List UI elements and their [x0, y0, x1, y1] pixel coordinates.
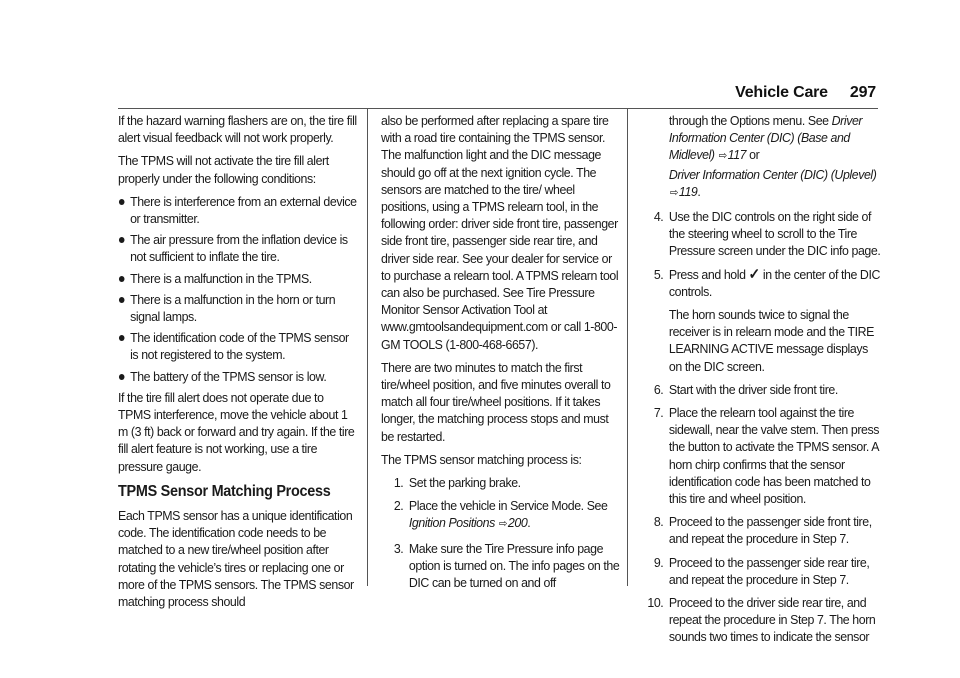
- step-text: Proceed to the passenger side front tire, and repeat the procedure in Step 7.: [668, 514, 872, 547]
- bullet-item: The identification code of the TPMS sensor is not registered to the system.: [118, 329, 358, 363]
- paragraph-interference: If the tire fill alert does not operate due to TPMS interference, move the vehicle about 1 m (3 ft) back or forward and try again. If the tire fill alert feature is not working, use a tire pressure gauge.: [118, 389, 355, 474]
- step-number: 7.: [653, 405, 664, 421]
- step-6: [641, 381, 881, 398]
- step-number: 1.: [393, 475, 404, 491]
- step-3: [381, 540, 621, 592]
- step-number: 4.: [653, 209, 664, 225]
- paragraph-time-limit: There are two minutes to match the first tire/wheel position, and five minutes overall to match all four tire/wheel positions. If it takes longer, the matching process stops and must be restarted.: [381, 359, 611, 444]
- step-5: [641, 266, 881, 300]
- paragraph-hazard: If the hazard warning flashers are on, the tire fill alert visual feedback will not work properly.: [118, 113, 357, 146]
- step-text: Start with the driver side front tire.: [668, 381, 838, 397]
- step-4: [641, 208, 881, 260]
- column-3: [641, 112, 881, 652]
- step-text: in the center of the DIC controls.: [668, 266, 880, 299]
- column-2: [381, 112, 621, 597]
- section-heading: TPMS Sensor Matching Process: [118, 482, 331, 500]
- step-text: Make sure the Tire Pressure info page option is turned on. The info pages on the DIC can be turned on and off: [408, 540, 620, 591]
- column-divider-2: [627, 108, 628, 586]
- step-number: 8.: [653, 514, 664, 530]
- step-text: Set the parking brake.: [408, 475, 521, 491]
- step-text: Press and hold: [668, 266, 746, 282]
- page-ref-arrow-icon: ⇨: [718, 150, 727, 163]
- step-text: Place the vehicle in Service Mode. See: [408, 498, 608, 514]
- step-number: 10.: [647, 595, 664, 611]
- step-text: Place the relearn tool against the tire sidewall, near the valve stem. Then press the button to activate the TPMS sensor. A horn chirp confirms that the sensor identification code has been matched to this tire and wheel position.: [668, 405, 880, 507]
- step-2: 2. Place the vehicle in Service Mode. See Ignition Positions ⇨200.: [381, 497, 621, 533]
- paragraph-sensor-id: Each TPMS sensor has a unique identification code. The identification code needs to be matched to a new tire/wheel position after rotating the vehicle’s tires or replacing one or more of the TPMS sensors. The TPMS sensor matching process should: [118, 508, 354, 610]
- column-1: [118, 112, 358, 616]
- page-reference[interactable]: 117: [727, 147, 747, 163]
- checkmark-icon: ✓: [748, 265, 760, 283]
- step-number: 5.: [653, 266, 664, 282]
- step-number: 9.: [653, 554, 664, 570]
- section-title: Vehicle Care: [735, 84, 828, 101]
- step-1: [381, 474, 621, 491]
- step-5-note: The horn sounds twice to signal the receiver is in relearn mode and the TIRE LEARNING ACTIVE message displays on the DIC screen.: [668, 307, 874, 374]
- step-text: Proceed to the passenger side rear tire, and repeat the procedure in Step 7.: [668, 554, 870, 587]
- step-8: [641, 513, 881, 547]
- bullet-item: There is a malfunction in the horn or turn signal lamps.: [118, 291, 358, 325]
- dic-uplevel-link[interactable]: Driver Information Center (DIC) (Uplevel): [668, 166, 877, 182]
- step-9: [641, 554, 881, 588]
- page-number: 297: [849, 84, 876, 101]
- page-reference[interactable]: 200: [507, 515, 528, 531]
- page-ref-arrow-icon: ⇨: [669, 186, 678, 199]
- column-divider-1: [367, 108, 368, 586]
- paragraph-process-intro: The TPMS sensor matching process is:: [381, 451, 582, 467]
- header-rule: [118, 108, 878, 109]
- step-number: 3.: [393, 540, 404, 556]
- step-3-continued: through the Options menu. See Driver Information Center (DIC) (Base and Midlevel) ⇨117 or Driver Information Center (DIC) (Uplevel) ⇨119.: [641, 112, 881, 202]
- bullet-item: The battery of the TPMS sensor is low.: [118, 368, 358, 385]
- page-header: [0, 84, 876, 104]
- or-text: or: [749, 147, 760, 163]
- step-number: 2.: [393, 498, 404, 514]
- bullet-item: There is a malfunction in the TPMS.: [118, 270, 358, 287]
- page-ref-arrow-icon: ⇨: [498, 518, 507, 531]
- page-reference[interactable]: 119: [678, 183, 698, 199]
- step-text: through the Options menu. See: [668, 113, 829, 128]
- paragraph-relearn: also be performed after replacing a spare tire with a road tire containing the TPMS sensor. The malfunction light and the DIC message should go off at the next ignition cycle. The sensors are matched to the tire/ wheel positions, using a TPMS relearn tool, in the following order: driver side front tire, passenger side front tire, passenger side rear tire, and driver side rear. See your dealer for service or to purchase a relearn tool. A TPMS relearn tool can also be purchased. See Tire Pressure Monitor Sensor Activation Tool at www.gmtoolsandequipment.com or call 1-800-GM TOOLS (1-800-468-6657).: [381, 113, 619, 352]
- bullet-item: There is interference from an external device or transmitter.: [118, 193, 358, 227]
- ignition-positions-link[interactable]: Ignition Positions: [408, 515, 495, 531]
- step-10: [641, 594, 881, 646]
- paragraph-conditions: The TPMS will not activate the tire fill alert properly under the following conditions:: [118, 153, 329, 186]
- step-text: Proceed to the driver side rear tire, and repeat the procedure in Step 7. The horn sounds two times to indicate the sensor: [668, 595, 876, 645]
- step-7: [641, 404, 881, 507]
- dic-base-link[interactable]: Driver Information Center (DIC) (Base and Midlevel): [668, 113, 863, 163]
- bullet-item: The air pressure from the inflation device is not sufficient to inflate the tire.: [118, 231, 358, 265]
- step-text: Use the DIC controls on the right side of the steering wheel to scroll to the Tire Pressure screen under the DIC info page.: [668, 209, 881, 259]
- step-number: 6.: [653, 381, 664, 397]
